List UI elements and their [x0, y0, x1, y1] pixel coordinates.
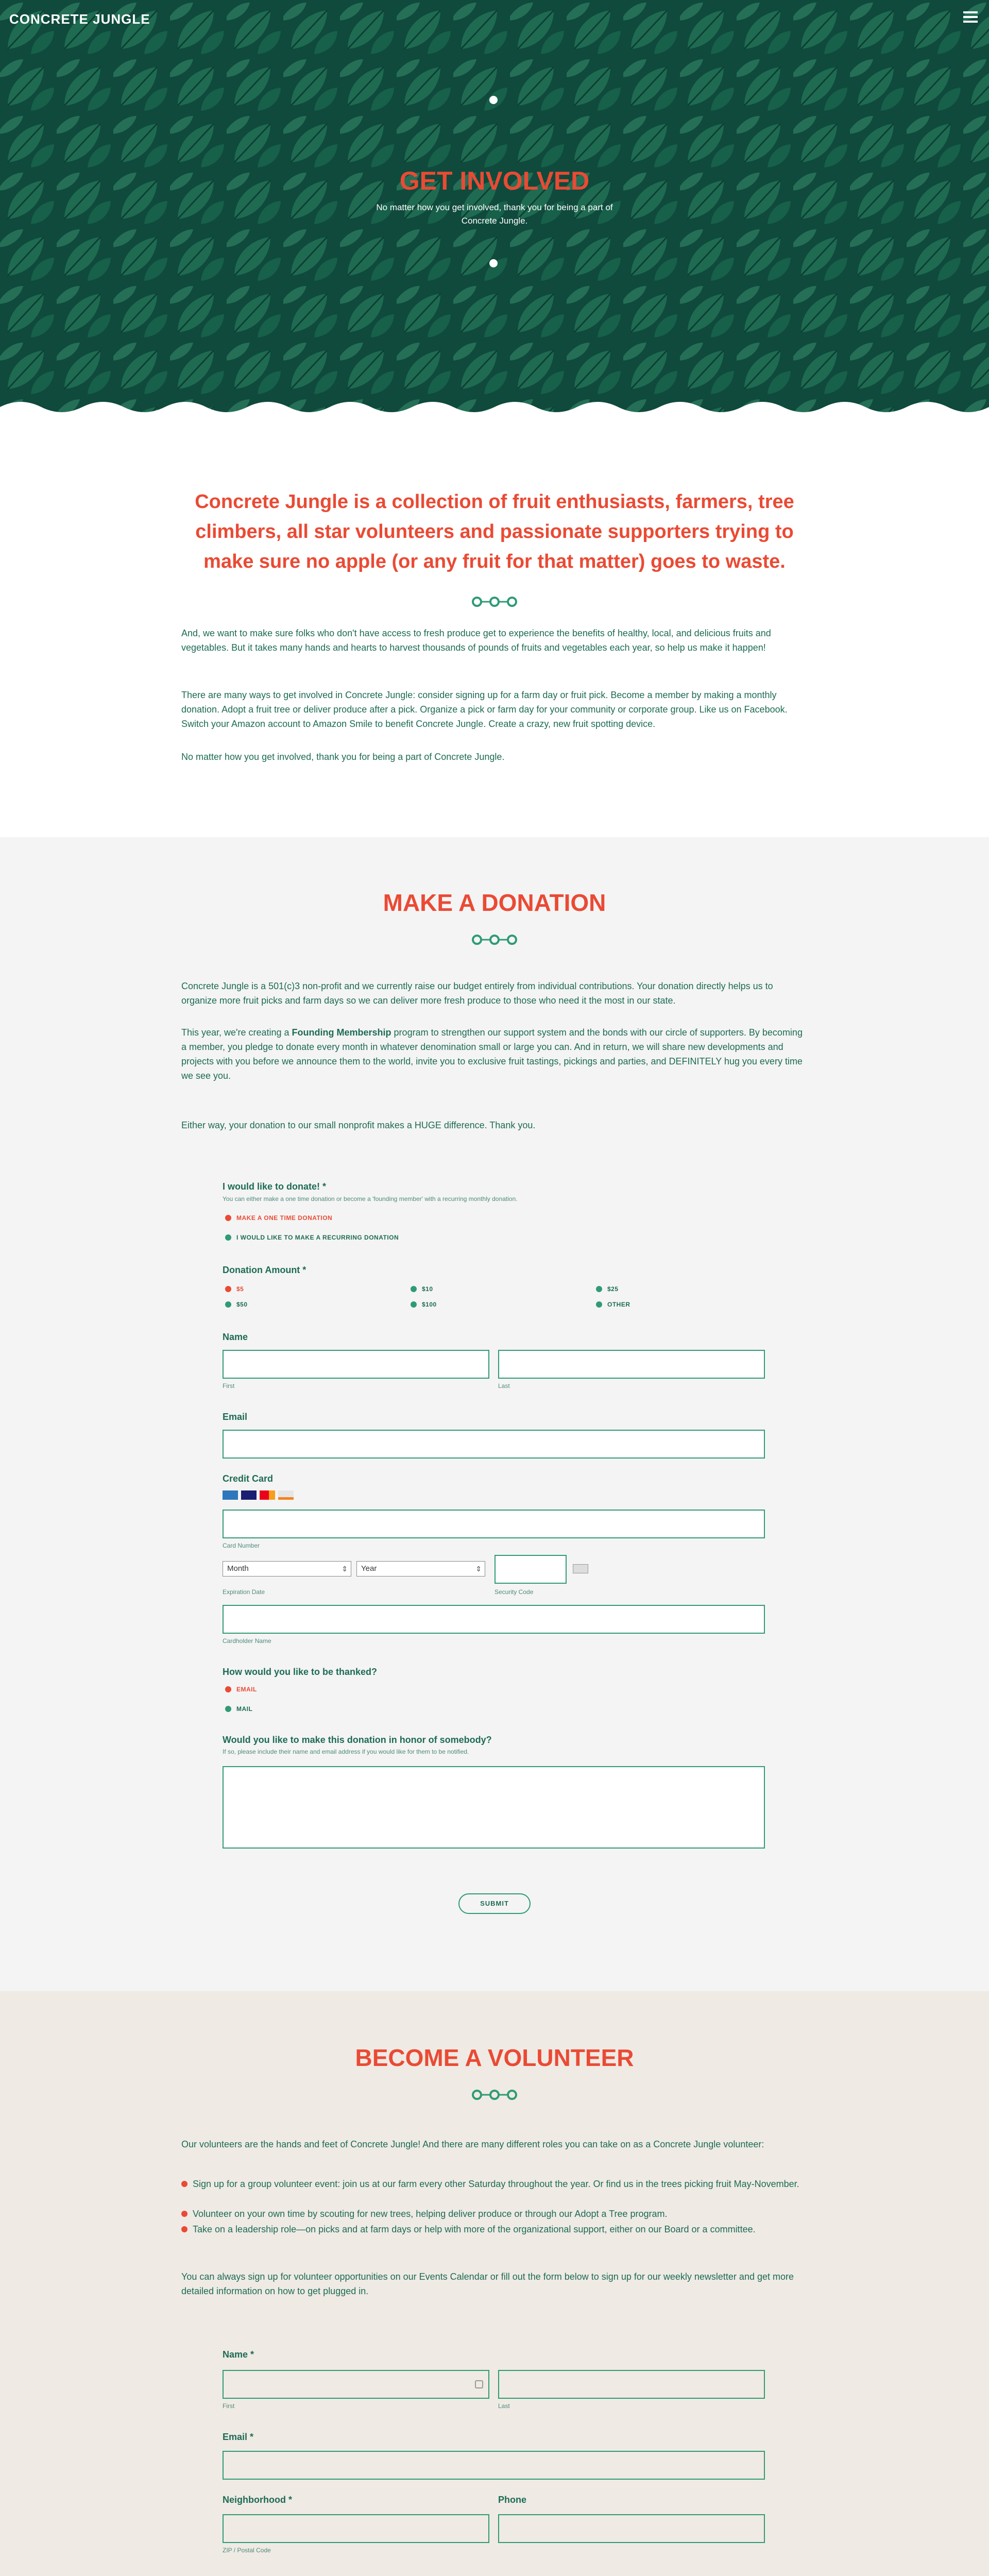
- volunteer-email-label: Email *: [223, 2432, 254, 2442]
- page-title: GET INVOLVED: [399, 166, 590, 195]
- radio-amount[interactable]: $10: [411, 1285, 433, 1293]
- donation-paragraph: Either way, your donation to our small nonprofit makes a HUGE difference. Thank you.: [181, 1120, 536, 1130]
- fruit-divider-icon: [471, 934, 518, 945]
- radio-amount[interactable]: $5: [225, 1285, 244, 1293]
- radio-recurring-donation[interactable]: I WOULD LIKE TO MAKE A RECURRING DONATION: [225, 1234, 399, 1241]
- fruit-divider-icon: [471, 2089, 518, 2100]
- donation-title: MAKE A DONATION: [383, 889, 606, 916]
- amex-icon: [223, 1490, 238, 1500]
- card-number-input[interactable]: [223, 1510, 765, 1538]
- donate-question-label: I would like to donate! *: [223, 1181, 327, 1192]
- mastercard-icon: [260, 1490, 275, 1500]
- neighborhood-label: Neighborhood *: [223, 2495, 292, 2505]
- hamburger-menu-icon[interactable]: [963, 11, 978, 23]
- volunteer-bullet: Take on a leadership role—on picks and at farm days or help with more of the organizational support, either on our Board or a committee.: [181, 2222, 805, 2236]
- card-brand-icons: [223, 1490, 294, 1500]
- phone-label: Phone: [498, 2495, 527, 2505]
- donation-paragraph: This year, we're creating a Founding Membership program to strengthen our support system and the bonds with our circle of supporters. By becoming a member, you pledge to donate every month in whatever denomination small or large you can. And in return, we will share new developments and projects with you before we announce them to the world, invite you to exclusive fruit tastings, pickings and parties, and DEFINITELY hug you every time we see you.: [181, 1027, 803, 1081]
- expiration-caption: Expiration Date: [223, 1588, 265, 1596]
- donate-question-hint: You can either make a one time donation or become a 'founding member' with a recurring monthly donation.: [223, 1195, 518, 1202]
- donation-paragraph: Concrete Jungle is a 501(c)3 non-profit and we currently raise our budget entirely from individual contributions. Your donation directly helps us to organize more fruit picks and farm days so we can deliver more fresh produce to those who need it the most in our state.: [181, 981, 773, 1006]
- intro-lead: Concrete Jungle is a collection of fruit enthusiasts, farmers, tree climbers, all star volunteers and passionate supporters trying to make sure no apple (or any fruit for that matter) goes to waste.: [195, 491, 794, 572]
- credit-card-label: Credit Card: [223, 1473, 274, 1484]
- hero-subtitle: No matter how you get involved, thank you for being a part of Concrete Jungle.: [376, 202, 613, 226]
- cardholder-caption: Cardholder Name: [223, 1637, 271, 1645]
- first-name-caption: First: [223, 1382, 235, 1389]
- cardholder-name-input[interactable]: [223, 1605, 765, 1634]
- zip-input[interactable]: [223, 2514, 489, 2543]
- autofill-icon: [475, 2380, 483, 2388]
- security-code-caption: Security Code: [494, 1588, 534, 1596]
- thanked-label: How would you like to be thanked?: [223, 1667, 378, 1677]
- honor-label: Would you like to make this donation in honor of somebody?: [223, 1735, 492, 1745]
- cvv-card-icon: [573, 1564, 588, 1573]
- email-input[interactable]: [223, 1430, 765, 1459]
- honor-hint: If so, please include their name and email address if you would like for them to be notified.: [223, 1748, 469, 1755]
- visa-icon: [241, 1490, 257, 1500]
- phone-input[interactable]: [498, 2514, 765, 2543]
- expiration-year-select[interactable]: Year ⇕: [356, 1561, 485, 1577]
- radio-one-time-donation[interactable]: MAKE A ONE TIME DONATION: [225, 1214, 332, 1222]
- last-caption: Last: [498, 2402, 510, 2410]
- volunteer-email-input[interactable]: [223, 2451, 765, 2480]
- volunteer-first-name-input[interactable]: [223, 2370, 489, 2399]
- honor-textarea[interactable]: [223, 1766, 765, 1849]
- security-code-input[interactable]: [494, 1555, 567, 1584]
- donation-submit-button[interactable]: SUBMIT: [458, 1893, 531, 1914]
- first-caption: First: [223, 2402, 235, 2410]
- volunteer-title: BECOME A VOLUNTEER: [355, 2044, 634, 2071]
- last-name-caption: Last: [498, 1382, 510, 1389]
- volunteer-name-label: Name *: [223, 2349, 254, 2360]
- fruit-divider-icon: [471, 596, 518, 607]
- scroll-dot-icon: [489, 96, 498, 104]
- name-label: Name: [223, 1332, 248, 1342]
- volunteer-intro: Our volunteers are the hands and feet of Concrete Jungle! And there are many different roles you can take on as a Concrete Jungle volunteer:: [181, 2139, 764, 2149]
- intro-paragraph: No matter how you get involved, thank you for being a part of Concrete Jungle.: [181, 752, 505, 762]
- radio-amount[interactable]: $50: [225, 1301, 248, 1308]
- volunteer-last-name-input[interactable]: [498, 2370, 765, 2399]
- volunteer-bullet: Sign up for a group volunteer event: join us at our farm every other Saturday throughout the year. Or find us in the trees picking fruit May-November.: [181, 2177, 805, 2191]
- radio-amount[interactable]: OTHER: [596, 1301, 630, 1308]
- radio-amount[interactable]: $25: [596, 1285, 619, 1293]
- last-name-input[interactable]: [498, 1350, 765, 1379]
- first-name-input[interactable]: [223, 1350, 489, 1379]
- discover-icon: [278, 1490, 294, 1500]
- intro-paragraph: And, we want to make sure folks who don't have access to fresh produce get to experience the benefits of healthy, local, and delicious fruits and vegetables. But it takes many hands and hearts to harvest thousands of pounds of fruits and vegetables each year, so help us make it happen!: [181, 628, 771, 653]
- hero-banner: [0, 0, 989, 422]
- card-number-caption: Card Number: [223, 1542, 260, 1549]
- email-label: Email: [223, 1412, 248, 1422]
- radio-thanked-email[interactable]: EMAIL: [225, 1686, 257, 1693]
- radio-amount[interactable]: $100: [411, 1301, 437, 1308]
- site-logo[interactable]: CONCRETE JUNGLE: [9, 11, 150, 27]
- donation-amount-label: Donation Amount *: [223, 1265, 306, 1275]
- scroll-dot-icon: [489, 259, 498, 267]
- intro-paragraph: There are many ways to get involved in Concrete Jungle: consider signing up for a farm day or fruit pick. Become a member by making a monthly donation. Adopt a fruit tree or deliver produce after a pick. Organize a pick or farm day for your community or corporate group. Like us on Facebook. Switch your Amazon account to Amazon Smile to benefit Concrete Jungle. Create a crazy, new fruit spotting device.: [181, 690, 788, 729]
- expiration-month-select[interactable]: Month ⇕: [223, 1561, 351, 1577]
- radio-thanked-mail[interactable]: MAIL: [225, 1705, 252, 1713]
- zip-caption: ZIP / Postal Code: [223, 2547, 271, 2554]
- volunteer-bullet: Volunteer on your own time by scouting for new trees, helping deliver produce or through our Adopt a Tree program.: [181, 2207, 805, 2221]
- volunteer-outro: You can always sign up for volunteer opportunities on our Events Calendar or fill out the form below to sign up for our weekly newsletter and get more detailed information on how to get plugged in.: [181, 2272, 794, 2296]
